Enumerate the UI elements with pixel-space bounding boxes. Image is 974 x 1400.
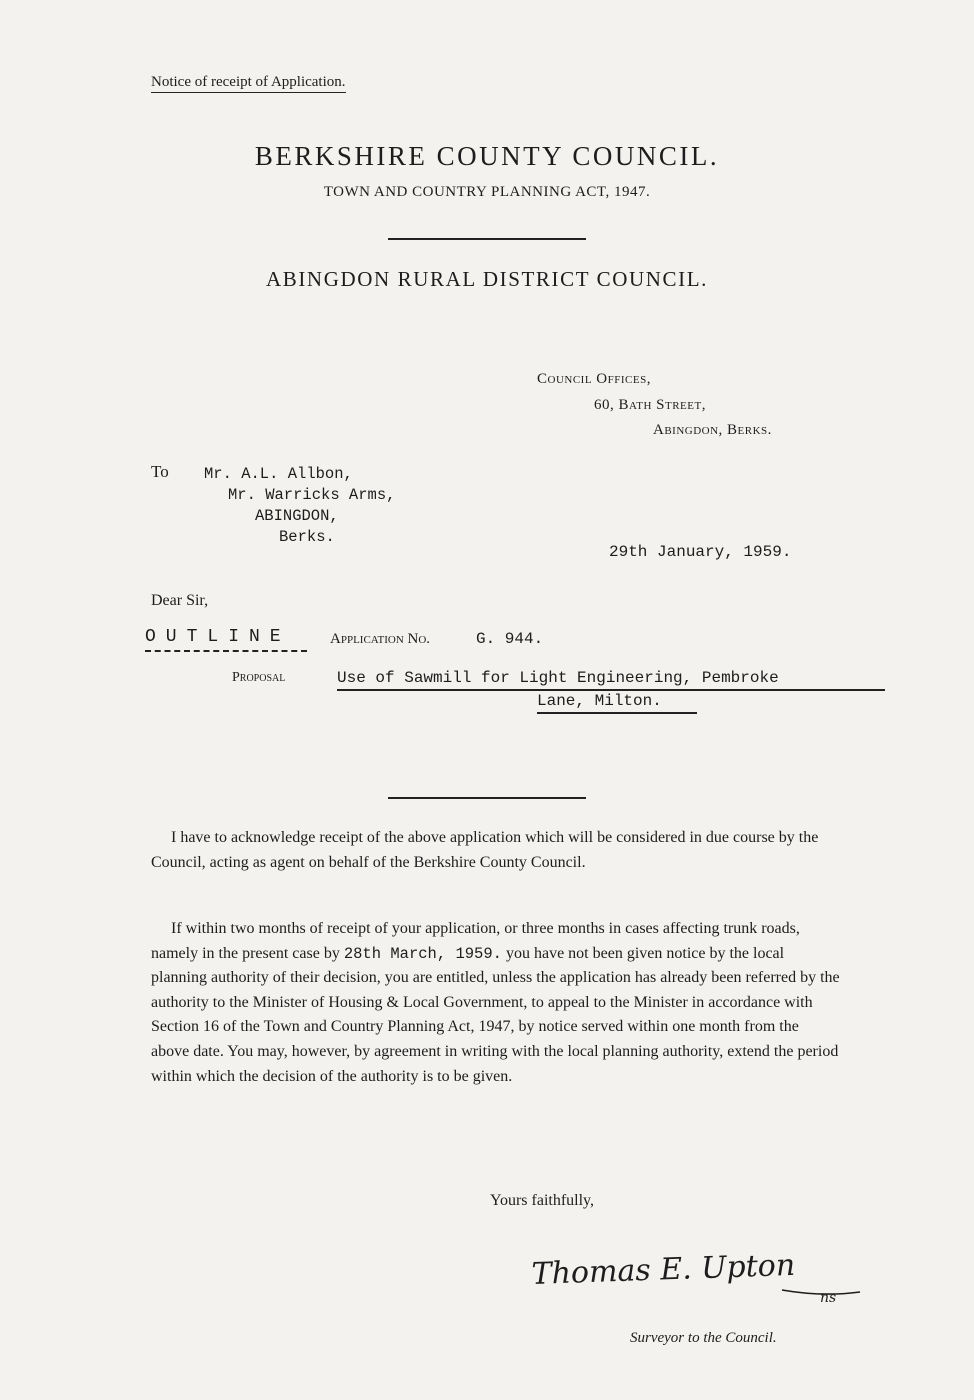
appeal-deadline-date: 28th March, 1959. [343,944,502,963]
county-council-title: BERKSHIRE COUNTY COUNCIL. [254,141,720,171]
notice-heading: Notice of receipt of Application. [151,74,346,93]
recipient-line3: ABINGDON, [255,507,339,525]
proposal-underline1 [337,689,885,691]
application-type-underline [145,650,307,652]
minister-name: Housing & Local Government, [328,993,528,1011]
sender-address-line2: 60, Bath Street, [594,397,706,413]
to-label: To [151,462,169,481]
signature-suffix: ns [820,1290,837,1306]
letter-date: 29th January, 1959. [609,543,792,561]
proposal-line2: Lane, Milton. [537,692,662,710]
divider-top [388,238,586,240]
recipient-line2: Mr. Warricks Arms, [228,486,396,504]
signature [520,1240,870,1310]
application-number-label: Application No. [330,631,431,647]
signature-name: Thomas E. Upton [531,1247,796,1292]
act-title: TOWN AND COUNTRY PLANNING ACT, 1947. [323,184,651,200]
signatory-title: Surveyor to the Council. [630,1330,777,1346]
application-type: OUTLINE [145,627,291,647]
body-paragraph-1: I have to acknowledge receipt of the above application which will be considered in due course by the Council, acting as agent on behalf of the Berkshire County Council. [151,829,819,871]
district-council-title: ABINGDON RURAL DISTRICT COUNCIL. [265,267,709,291]
sender-address-line1: Council Offices, [537,371,651,387]
proposal-line1: Use of Sawmill for Light Engineering, Pembroke [337,669,779,687]
para2-text-c: to appeal to the Minister in accordance with Section 16 of the Town and Country Planning Act, 1947, by notice served within one month from the above date. You may, however, by agreement in writing with the local planning authority, extend the period within which the decision of the authority is to be given. [151,993,839,1085]
para2-text-a: If within two months of receipt of your application, or three months in cases affecting trunk roads, namely in the present case by [151,920,800,962]
divider-middle [388,797,586,799]
proposal-underline2 [537,712,697,714]
para2-text-b: you have not been given notice by the local planning authority of their decision, you are entitled, unless the application has already been referred by the authority to the Minister of [151,944,840,1011]
body-paragraph-2 [151,917,841,1089]
sender-address-line3: Abingdon, Berks. [653,422,772,438]
application-number: G. 944. [476,630,544,648]
recipient-line4: Berks. [279,528,335,546]
valediction: Yours faithfully, [490,1192,595,1209]
recipient-line1: Mr. A.L. Allbon, [204,465,353,483]
salutation: Dear Sir, [151,592,209,609]
proposal-label: Proposal [232,670,286,685]
